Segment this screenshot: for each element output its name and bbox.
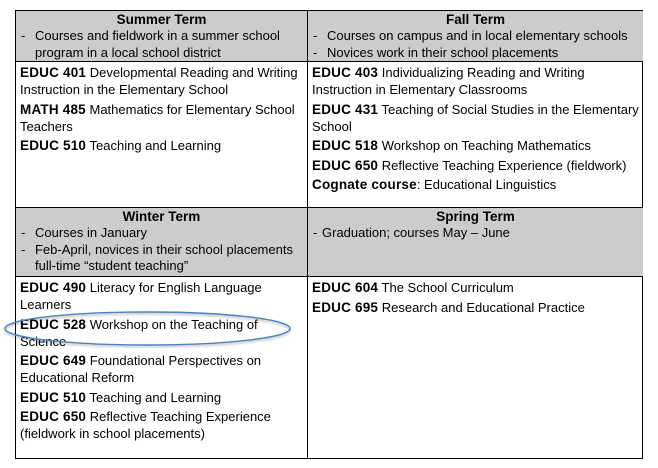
winter-term-header — [16, 208, 307, 277]
course-entry: EDUC 518 Workshop on Teaching Mathematics — [312, 138, 591, 154]
highlighted-course-entry: EDUC 528 Workshop on the Teaching of Science — [20, 316, 258, 349]
fall-term-title: Fall Term — [445, 12, 506, 27]
course-entry: EDUC 403 Individualizing Reading and Writing Instruction in Elementary Classrooms — [312, 65, 585, 97]
course-entry: EDUC 650 Reflective Teaching Experience (fieldwork) — [312, 157, 627, 173]
summer-bullet: - Courses and fieldwork in a summer school program in a local school district — [21, 28, 280, 60]
winter-bullet: - Feb-April, novices in their school placements full-time “student teaching” — [21, 241, 293, 273]
column-divider — [307, 11, 308, 458]
course-entry: EDUC 490 Literacy for English Language Learners — [20, 280, 262, 312]
course-entry: EDUC 650 Reflective Teaching Experience (fieldwork in school placements) — [20, 409, 271, 442]
course-entry: EDUC 649 Foundational Perspectives on Educational Reform — [20, 353, 262, 386]
spring-courses — [308, 277, 643, 458]
spring-term-header — [308, 208, 643, 277]
fall-bullet: - Courses on campus and in local elementary schools — [313, 28, 628, 43]
course-entry: EDUC 431 Teaching of Social Studies in the Elementary School — [312, 101, 639, 134]
winter-bullet: - Courses in January — [21, 225, 147, 240]
course-entry: EDUC 401 Developmental Reading and Writing Instruction in the Elementary School — [20, 65, 298, 97]
winter-term-title: Winter Term — [122, 209, 201, 224]
fall-bullet: - Novices work in their school placements — [313, 44, 559, 60]
term-schedule-table — [15, 10, 643, 459]
winter-courses — [16, 277, 307, 458]
course-entry: EDUC 510 Teaching and Learning — [20, 389, 222, 405]
course-entry: EDUC 695 Research and Educational Practice — [312, 299, 585, 315]
fall-term-header — [308, 11, 643, 62]
summer-courses — [16, 62, 307, 208]
course-entry: MATH 485 Mathematics for Elementary School Teachers — [20, 101, 295, 134]
summer-term-title: Summer Term — [116, 12, 207, 27]
cognate-course-entry: Cognate course: Educational Linguistics — [312, 177, 557, 193]
summer-term-header — [16, 11, 307, 62]
spring-bullet: - Graduation; courses May – June — [313, 225, 510, 240]
fall-courses — [308, 62, 643, 208]
course-entry: EDUC 604 The School Curriculum — [312, 280, 514, 295]
course-entry: EDUC 510 Teaching and Learning — [20, 138, 222, 154]
spring-term-title: Spring Term — [436, 209, 515, 224]
